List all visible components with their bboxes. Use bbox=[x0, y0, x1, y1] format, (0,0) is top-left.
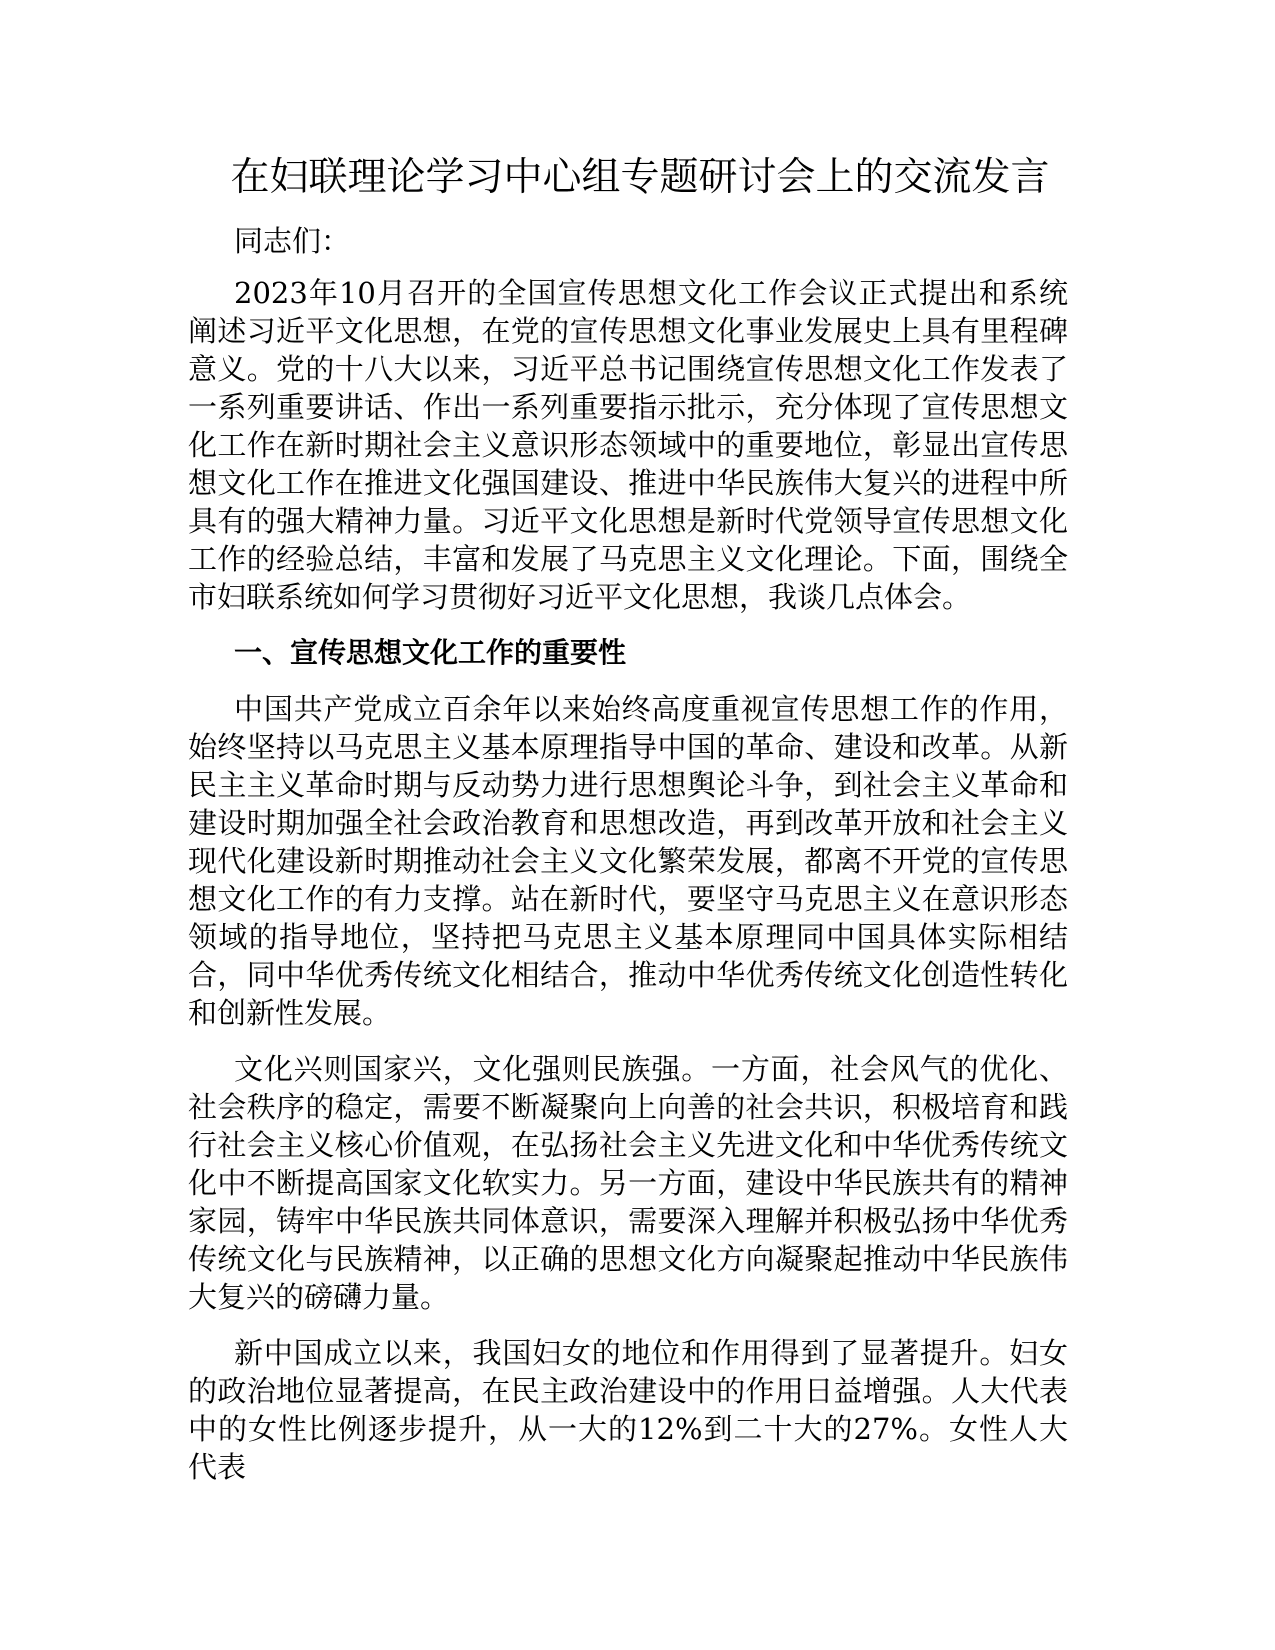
body-paragraph: 新中国成立以来，我国妇女的地位和作用得到了显著提升。妇女的政治地位显著提高，在民主政治建设中的作用日益增强。人大代表中的女性比例逐步提升，从一大的12%到二十大的27%。女性人大代表 bbox=[188, 1336, 1068, 1484]
intro-paragraph: 2023年10月召开的全国宣传思想文化工作会议正式提出和系统阐述习近平文化思想，在党的宣传思想文化事业发展史上具有里程碑意义。党的十八大以来，习近平总书记围绕宣传思想文化工作发表了一系列重要讲话、作出一系列重要指示批示，充分体现了宣传思想文化工作在新时期社会主义意识形态领域中的重要地位，彰显出宣传思想文化工作在推进文化强国建设、推进中华民族伟大复兴的进程中所具有的强大精神力量。习近平文化思想是新时代党领导宣传思想文化工作的经验总结，丰富和发展了马克思主义文化理论。下面，围绕全市妇联系统如何学习贯彻好习近平文化思想，我谈几点体会。 bbox=[188, 276, 1068, 614]
section-heading: 一、宣传思想文化工作的重要性 bbox=[234, 636, 627, 669]
body-paragraph: 中国共产党成立百余年以来始终高度重视宣传思想工作的作用，始终坚持以马克思主义基本原理指导中国的革命、建设和改革。从新民主主义革命时期与反动势力进行思想舆论斗争，到社会主义革命和建设时期加强全社会政治教育和思想改造，再到改革开放和社会主义现代化建设新时期推动社会主义文化繁荣发展，都离不开党的宣传思想文化工作的有力支撑。站在新时代，要坚守马克思主义在意识形态领域的指导地位，坚持把马克思主义基本原理同中国具体实际相结合，同中华优秀传统文化相结合，推动中华优秀传统文化创造性转化和创新性发展。 bbox=[188, 692, 1068, 1030]
greeting: 同志们： bbox=[234, 224, 351, 258]
document-title: 在妇联理论学习中心组专题研讨会上的交流发言 bbox=[230, 155, 1050, 200]
body-paragraph: 文化兴则国家兴，文化强则民族强。一方面，社会风气的优化、社会秩序的稳定，需要不断凝聚向上向善的社会共识，积极培育和践行社会主义核心价值观，在弘扬社会主义先进文化和中华优秀传统文化中不断提高国家文化软实力。另一方面，建设中华民族共有的精神家园，铸牢中华民族共同体意识，需要深入理解并积极弘扬中华优秀传统文化与民族精神，以正确的思想文化方向凝聚起推动中华民族伟大复兴的磅礴力量。 bbox=[188, 1052, 1068, 1314]
document-body bbox=[188, 222, 1068, 1504]
